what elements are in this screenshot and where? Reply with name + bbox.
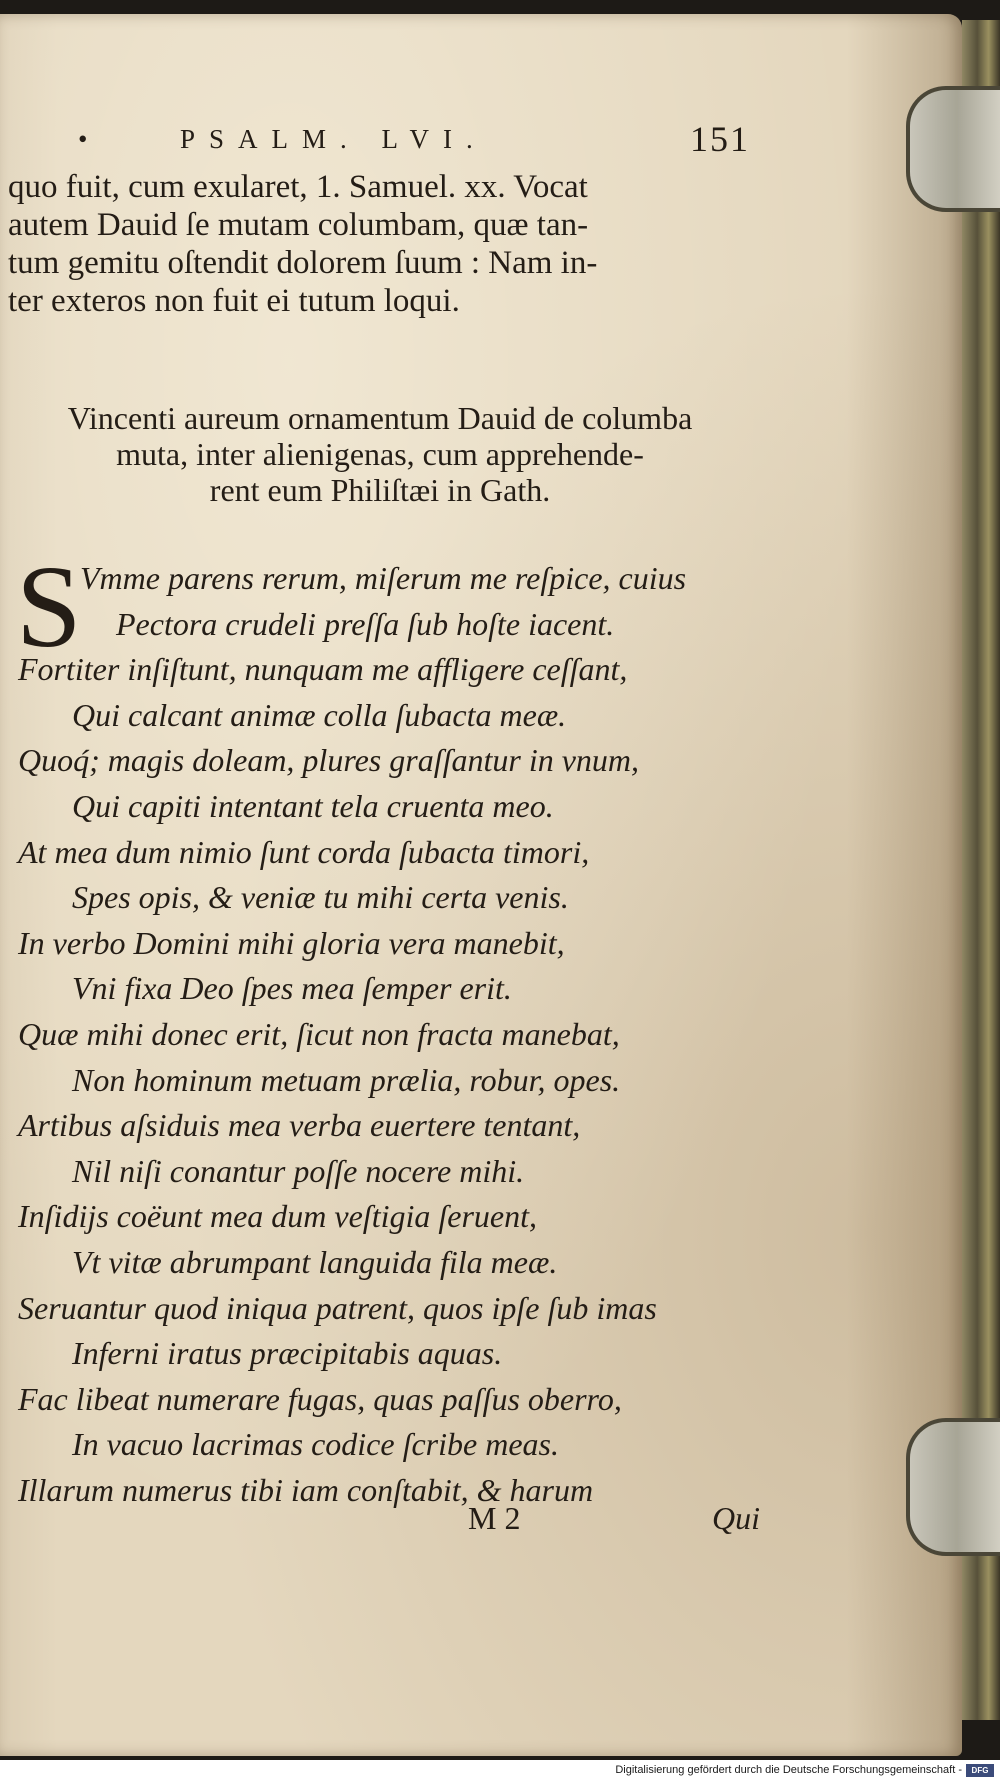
top-clasp (906, 86, 1000, 212)
psalm-caption (10, 400, 750, 508)
poem-line: Quoq́; magis doleam, plures graſſantur in vnum, (18, 742, 640, 779)
caption-line: muta, inter alienigenas, cum apprehende- (116, 436, 644, 472)
poem-line: Fac libeat numerare fugas, quas paſſus oberro, (18, 1380, 622, 1417)
caption-line: rent eum Philiſtæi in Gath. (209, 472, 551, 508)
page-number: 151 (690, 119, 750, 159)
poem-line: Vt vitæ abrumpant languida fila meæ. (72, 1243, 558, 1280)
prose-line: autem Dauid ſe mutam columbam, quæ tan- (8, 207, 589, 243)
caption-line: Vincenti aureum ornamentum Dauid de columba (67, 400, 693, 436)
poem-line: Artibus aſsiduis mea verba euertere tentant, (18, 1107, 581, 1144)
poem-line: Vni fixa Deo ſpes mea ſemper erit. (72, 970, 512, 1007)
poem-line: In vacuo lacrimas codice ſcribe meas. (72, 1426, 559, 1463)
poem-line: Pectora crudeli preſſa ſub hoſte iacent. (116, 605, 615, 642)
poem-line: At mea dum nimio ſunt corda ſubacta timori, (18, 833, 590, 870)
poem-line: Qui calcant animæ colla ſubacta meæ. (72, 696, 567, 733)
catchword: Qui (712, 1500, 760, 1536)
drop-cap-initial: S (16, 541, 82, 672)
poem-line: Nil niſi conantur poſſe nocere mihi. (72, 1152, 525, 1189)
signature-mark: M 2 (468, 1500, 521, 1536)
prose-line: ter exteros non fuit ei tutum loqui. (8, 283, 460, 319)
prose-line: quo fuit, cum exularet, 1. Samuel. xx. Vocat (8, 169, 588, 205)
poem-line: In verbo Domini mihi gloria vera manebit, (18, 924, 565, 961)
poem-line: Illarum numerus tibi iam conſtabit, & harum (18, 1471, 594, 1508)
poem-line: Vmme parens rerum, miſerum me reſpice, cuius (80, 560, 687, 596)
prose-paragraph (8, 168, 768, 320)
digitization-footer (0, 1760, 1000, 1781)
poem-line: Fortiter inſiſtunt, nunquam me affligere ceſſant, (18, 651, 628, 688)
poem-line: Quæ mihi donec erit, ſicut non fracta manebat, (18, 1015, 620, 1052)
bottom-clasp (906, 1418, 1000, 1556)
poem-line: Spes opis, & veniæ tu mihi certa venis. (72, 879, 569, 916)
footer-credit: Digitalisierung gefördert durch die Deutsche Forschungsgemeinschaft - (615, 1764, 962, 1776)
dfg-logo-icon: DFG (966, 1764, 994, 1777)
header-title: PSALM. LVI. (180, 124, 487, 154)
poem-line: Non hominum metuam prælia, robur, opes. (72, 1061, 621, 1098)
header-dot: • (78, 124, 102, 154)
poem-line: Inferni iratus præcipitabis aquas. (72, 1335, 503, 1372)
poem (18, 556, 778, 1513)
poem-line: Inſidijs coëunt mea dum veſtigia ſeruent, (18, 1198, 537, 1235)
prose-line: tum gemitu oſtendit dolorem ſuum : Nam in- (8, 245, 598, 281)
poem-line: Qui capiti intentant tela cruenta meo. (72, 787, 554, 824)
poem-line: Seruantur quod iniqua patrent, quos ipſe ſub imas (18, 1289, 657, 1326)
